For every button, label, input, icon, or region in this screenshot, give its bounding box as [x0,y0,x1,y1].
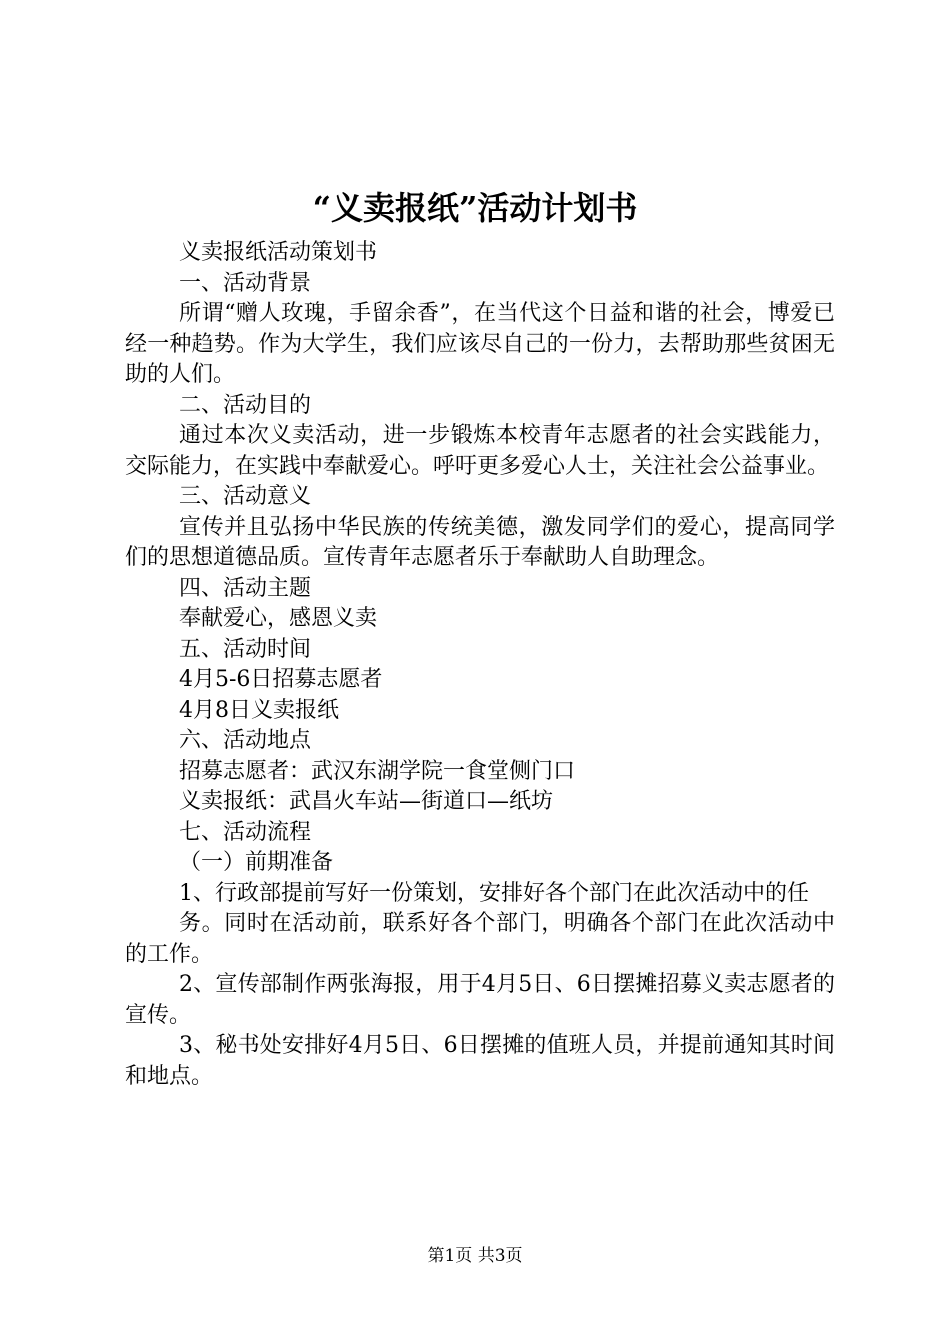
document-title: “义卖报纸”活动计划书 [312,189,638,227]
section-heading: 二、活动目的 [179,392,312,418]
section-heading: 三、活动意义 [179,484,312,509]
section-heading: 五、活动时间 [179,636,312,662]
paragraph: 义卖报纸：武昌火车站—街道口—纸坊 [179,789,554,814]
paragraph: 招募志愿者：武汉东湖学院一食堂侧门口 [179,758,576,784]
paragraph: 所谓“赠人玫瑰，手留余香”，在当代这个日益和谐的社会，博爱已经一种趋势。作为大学生，我们应该尽自己的一份力，去帮助那些贫困无助的人们。 [125,301,835,387]
paragraph: 奉献爱心，感恩义卖 [179,606,378,631]
subsection-heading: （一）前期准备 [179,850,334,875]
paragraph: 义卖报纸活动策划书 [179,240,378,265]
section-heading: 六、活动地点 [179,728,312,753]
paragraph: 通过本次义卖活动，进一步锻炼本校青年志愿者的社会实践能力，交际能力，在实践中奉献爱心。呼吁更多爱心人士，关注社会公益事业。 [125,423,835,479]
document-body [125,238,835,1092]
paragraph: 宣传并且弘扬中华民族的传统美德，激发同学们的爱心，提高同学们的思想道德品质。宣传青年志愿者乐于奉献助人自助理念。 [125,514,835,570]
paragraph: 务。同时在活动前，联系好各个部门，明确各个部门在此次活动中的工作。 [125,911,835,967]
paragraph: 4月8日义卖报纸 [179,697,339,723]
section-heading: 七、活动流程 [179,819,312,845]
section-heading: 四、活动主题 [179,575,312,601]
paragraph: 2、宣传部制作两张海报，用于4月5日、6日摆摊招募义卖志愿者的宣传。 [125,972,835,1028]
paragraph: 3、秘书处安排好4月5日、6日摆摊的值班人员，并提前通知其时间和地点。 [125,1033,835,1089]
paragraph: 1、行政部提前写好一份策划，安排好各个部门在此次活动中的任 [179,880,809,906]
paragraph: 4月5-6日招募志愿者 [179,667,383,692]
section-heading: 一、活动背景 [179,270,312,296]
page-footer: 第1页 共3页 [427,1246,523,1266]
